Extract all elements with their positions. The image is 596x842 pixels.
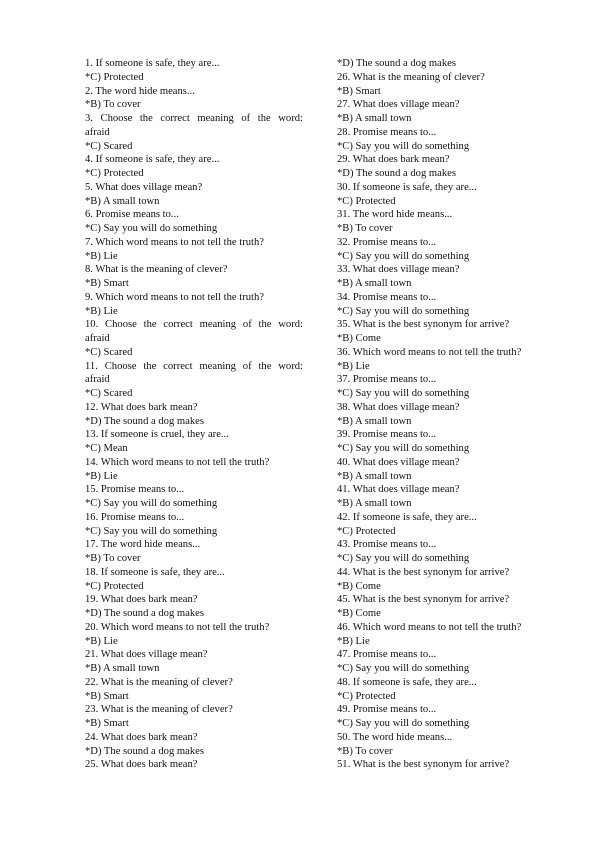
answer-line: *D) The sound a dog makes — [85, 745, 204, 757]
answer-line: *B) A small town — [85, 195, 160, 207]
question-line: 24. What does bark mean? — [85, 731, 198, 743]
answer-line: *B) Come — [337, 580, 381, 592]
answer-line: *C) Protected — [337, 525, 396, 537]
answer-line: *B) Lie — [337, 360, 370, 372]
answer-line: *B) Lie — [85, 250, 118, 262]
answer-line: *B) A small town — [337, 113, 412, 124]
answer-line: *C) Say you will do something — [337, 663, 470, 674]
question-line: 42. If someone is safe, they are... — [337, 511, 477, 523]
question-line: 7. Which word means to not tell the truth? — [85, 236, 264, 248]
question-line: 18. If someone is safe, they are... — [85, 566, 225, 578]
answer-line: *C) Protected — [337, 690, 396, 702]
question-line: 3. Choose the correct meaning of the word: — [85, 113, 303, 124]
answer-line: *B) A small town — [337, 470, 412, 482]
question-line: 50. The word hide means... — [337, 731, 453, 743]
answer-line: *B) To cover — [85, 553, 141, 564]
answer-line: *B) Smart — [337, 85, 381, 97]
question-line: 14. Which word means to not tell the truth? — [85, 456, 270, 468]
question-line: 26. What is the meaning of clever? — [337, 71, 485, 83]
answer-line: *C) Mean — [85, 443, 128, 454]
answer-line: *B) Lie — [85, 305, 118, 317]
answer-line: *B) To cover — [337, 745, 393, 757]
answer-line: *C) Scared — [85, 140, 133, 152]
question-line: 51. What is the best synonym for arrive? — [337, 759, 510, 771]
answer-line: *D) The sound a dog makes — [337, 58, 456, 69]
question-line: 33. What does village mean? — [337, 264, 460, 276]
question-line: 20. Which word means to not tell the truth? — [85, 621, 270, 633]
question-line: 37. Promise means to... — [337, 374, 437, 386]
question-line: 21. What does village mean? — [85, 649, 208, 661]
question-line: 17. The word hide means... — [85, 539, 201, 551]
question-line: 48. If someone is safe, they are... — [337, 676, 477, 688]
question-line: 16. Promise means to... — [85, 511, 185, 523]
question-line: 19. What does bark mean? — [85, 594, 198, 606]
answer-line: *B) Smart — [85, 690, 129, 702]
question-line: 43. Promise means to... — [337, 539, 437, 551]
answer-line: *C) Say you will do something — [337, 388, 470, 399]
answer-line: *C) Say you will do something — [337, 553, 470, 564]
question-line: 47. Promise means to... — [337, 649, 437, 661]
answer-line: *B) A small town — [337, 278, 412, 289]
answer-line: *C) Protected — [85, 71, 144, 83]
answer-line: *B) Come — [337, 608, 381, 619]
answer-line: *C) Say you will do something — [85, 498, 218, 509]
question-continuation-line: afraid — [85, 333, 110, 344]
answer-line: *B) A small town — [85, 663, 160, 674]
question-line: 46. Which word means to not tell the truth? — [337, 621, 522, 633]
question-line: 29. What does bark mean? — [337, 154, 450, 166]
question-line: 5. What does village mean? — [85, 181, 203, 193]
question-line: 9. Which word means to not tell the truth? — [85, 291, 264, 303]
answer-line: *C) Say you will do something — [85, 223, 218, 234]
question-line: 11. Choose the correct meaning of the word: — [85, 360, 303, 372]
answer-line: *D) The sound a dog makes — [85, 608, 204, 619]
answer-line: *B) A small town — [337, 415, 412, 427]
question-line: 39. Promise means to... — [337, 429, 437, 441]
answer-line: *C) Say you will do something — [337, 443, 470, 454]
question-line: 30. If someone is safe, they are... — [337, 181, 477, 193]
question-line: 4. If someone is safe, they are... — [85, 154, 220, 166]
question-line: 36. Which word means to not tell the truth? — [337, 346, 522, 358]
question-line: 23. What is the meaning of clever? — [85, 704, 233, 716]
answer-line: *B) Lie — [85, 470, 118, 482]
answer-line: *C) Protected — [337, 195, 396, 207]
answer-line: *C) Scared — [85, 388, 133, 399]
left-column — [85, 57, 303, 772]
question-line: 6. Promise means to... — [85, 209, 179, 221]
answer-line: *B) To cover — [337, 223, 393, 234]
question-line: 41. What does village mean? — [337, 484, 460, 496]
answer-line: *C) Say you will do something — [85, 525, 218, 537]
answer-line: *B) Smart — [85, 718, 129, 729]
question-line: 15. Promise means to... — [85, 484, 185, 496]
question-line: 49. Promise means to... — [337, 704, 437, 716]
question-line: 12. What does bark mean? — [85, 401, 198, 413]
question-line: 28. Promise means to... — [337, 126, 437, 138]
answer-line: *B) Lie — [85, 635, 118, 647]
answer-line: *B) Lie — [337, 635, 370, 647]
question-line: 22. What is the meaning of clever? — [85, 676, 233, 688]
answer-line: *C) Say you will do something — [337, 305, 470, 317]
question-continuation-line: afraid — [85, 374, 110, 386]
question-line: 2. The word hide means... — [85, 85, 195, 97]
answer-line: *B) Come — [337, 333, 381, 344]
question-line: 38. What does village mean? — [337, 401, 460, 413]
question-line: 35. What is the best synonym for arrive? — [337, 319, 510, 331]
answer-line: *C) Say you will do something — [337, 718, 470, 729]
right-column — [337, 57, 551, 772]
answer-line: *C) Protected — [85, 580, 144, 592]
question-line: 13. If someone is cruel, they are... — [85, 429, 229, 441]
question-line: 27. What does village mean? — [337, 99, 460, 111]
question-line: 32. Promise means to... — [337, 236, 437, 248]
question-line: 44. What is the best synonym for arrive? — [337, 566, 510, 578]
answer-line: *C) Say you will do something — [337, 250, 470, 262]
answer-line: *B) To cover — [85, 99, 141, 111]
question-line: 1. If someone is safe, they are... — [85, 58, 220, 69]
answer-line: *C) Scared — [85, 346, 133, 358]
answer-line: *B) Smart — [85, 278, 129, 289]
answer-line: *C) Say you will do something — [337, 140, 470, 152]
answer-line: *D) The sound a dog makes — [85, 415, 204, 427]
answer-line: *D) The sound a dog makes — [337, 168, 456, 179]
question-line: 8. What is the meaning of clever? — [85, 264, 228, 276]
question-continuation-line: afraid — [85, 126, 110, 138]
question-line: 34. Promise means to... — [337, 291, 437, 303]
answer-line: *B) A small town — [337, 498, 412, 509]
answer-line: *C) Protected — [85, 168, 144, 179]
question-line: 10. Choose the correct meaning of the word: — [85, 319, 303, 331]
question-line: 45. What is the best synonym for arrive? — [337, 594, 510, 606]
question-line: 25. What does bark mean? — [85, 759, 198, 771]
question-line: 31. The word hide means... — [337, 209, 453, 221]
question-line: 40. What does village mean? — [337, 456, 460, 468]
